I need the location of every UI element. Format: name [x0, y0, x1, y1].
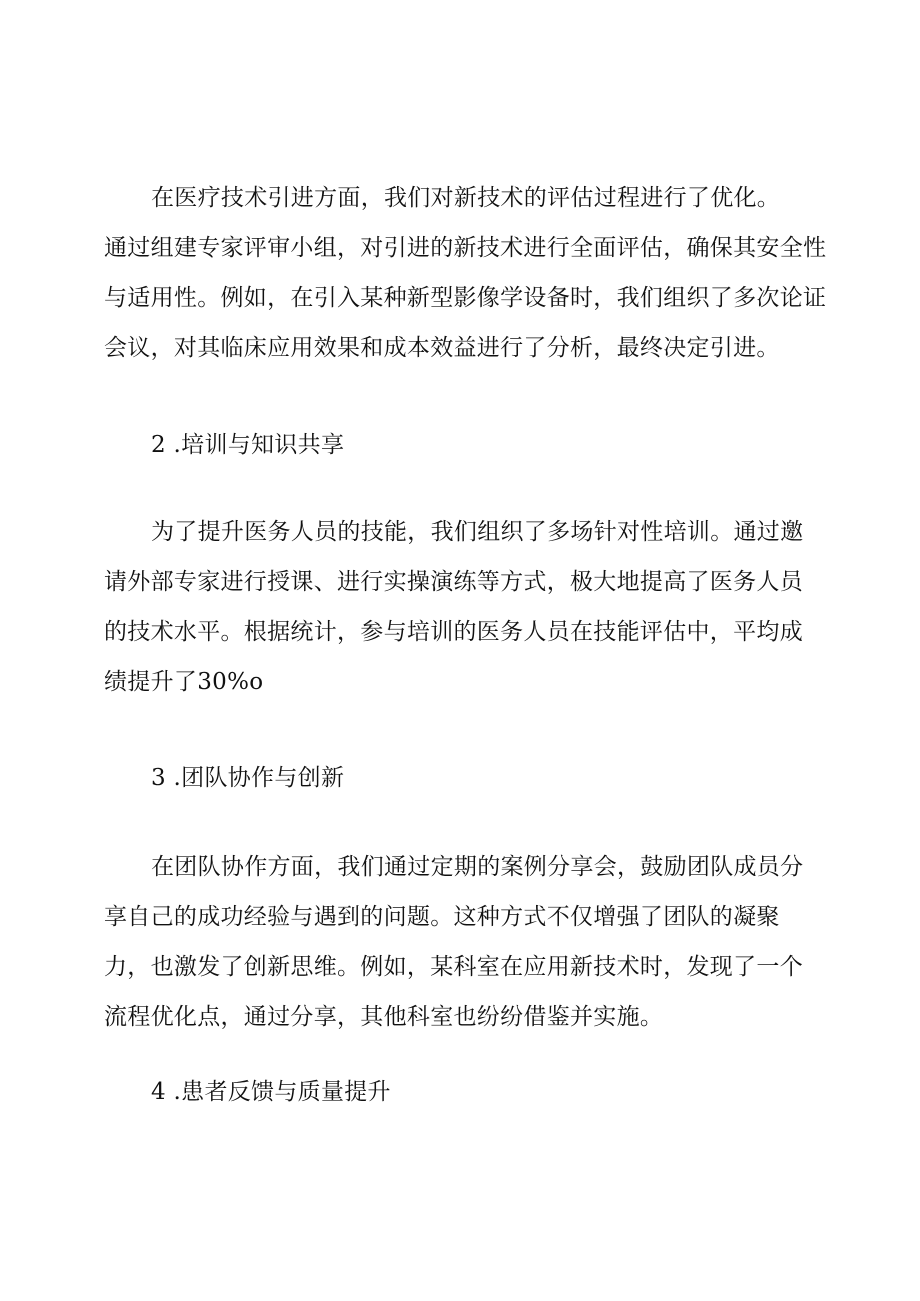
- section-heading-2: 2 .培训与知识共享: [151, 432, 345, 458]
- paragraph-3-line-3: 力，也激发了创新思维。例如，某科室在应用新技术时，发现了一个: [104, 954, 803, 980]
- paragraph-1-line-1: 在医疗技术引进方面，我们对新技术的评估过程进行了优化。: [151, 185, 781, 211]
- paragraph-2-line-4: 绩提升了30%o: [104, 669, 264, 695]
- paragraph-2-line-1: 为了提升医务人员的技能，我们组织了多场针对性培训。通过邀: [151, 519, 804, 545]
- paragraph-2-line-2: 请外部专家进行授课、进行实操演练等方式，极大地提高了医务人员: [104, 569, 803, 595]
- section-heading-3: 3 .团队协作与创新: [151, 765, 345, 791]
- paragraph-3-line-2: 享自己的成功经验与遇到的问题。这种方式不仅增强了团队的凝聚: [104, 904, 780, 930]
- section-heading-4: 4 .患者反馈与质量提升: [151, 1079, 391, 1105]
- paragraph-2-line-3: 的技术水平。根据统计，参与培训的医务人员在技能评估中，平均成: [104, 619, 803, 645]
- paragraph-1-line-4: 会议，对其临床应用效果和成本效益进行了分析，最终决定引进。: [104, 335, 780, 361]
- paragraph-1-line-2: 通过组建专家评审小组，对引进的新技术进行全面评估，确保其安全性: [104, 235, 827, 261]
- paragraph-1-line-3: 与适用性。例如，在引入某种新型影像学设备时，我们组织了多次论证: [104, 285, 827, 311]
- paragraph-3-line-1: 在团队协作方面，我们通过定期的案例分享会，鼓励团队成员分: [151, 854, 804, 880]
- paragraph-3-line-4: 流程优化点，通过分享，其他科室也纷纷借鉴并实施。: [104, 1004, 664, 1030]
